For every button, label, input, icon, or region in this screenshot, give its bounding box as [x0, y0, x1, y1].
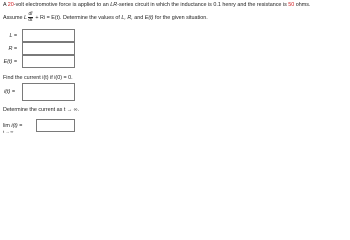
- problem-intro: [3, 2, 310, 9]
- assume-text: for the given situation.: [153, 14, 208, 21]
- Et-input[interactable]: [22, 55, 75, 68]
- intro-text: ohms.: [294, 2, 311, 8]
- circuit-type: LR: [110, 2, 118, 8]
- fraction-numerator: di: [28, 11, 33, 17]
- di-dt-fraction: [28, 12, 33, 23]
- R-input[interactable]: [22, 42, 75, 55]
- L-label: L =: [9, 33, 17, 39]
- it-label: i(t) =: [4, 89, 15, 95]
- assume-text: + Ri = E(t). Determine the values of: [33, 14, 122, 21]
- limit-question: Determine the current as t → ∞.: [3, 107, 80, 113]
- resistance-value: 50: [288, 2, 295, 8]
- assume-equation: [3, 12, 208, 23]
- assume-vars: L, R,: [121, 14, 133, 21]
- find-current-question: Find the current i(t) if i(0) = 0.: [3, 75, 73, 81]
- lim-function: i(t) =: [11, 123, 23, 129]
- lim-subscript: t → ∞: [3, 129, 14, 134]
- emf-value: 20: [7, 2, 14, 8]
- intro-text: A: [3, 2, 8, 8]
- intro-text: -volt electromotive force is applied to an: [13, 2, 111, 8]
- eq-L: L: [23, 14, 27, 21]
- assume-text: and: [132, 14, 145, 21]
- L-input[interactable]: [22, 29, 75, 42]
- R-label: R =: [8, 46, 17, 52]
- assume-text: Assume: [3, 14, 24, 21]
- assume-Et: E(t): [144, 14, 154, 21]
- Et-label: E(t) =: [3, 59, 17, 65]
- fraction-denominator: dt: [28, 17, 33, 23]
- it-input[interactable]: [22, 83, 75, 101]
- intro-text: -series circuit in which the inductance is 0.1 henry and the resistance is: [117, 2, 289, 8]
- lim-input[interactable]: [36, 119, 75, 132]
- lim-word: lim: [3, 123, 10, 129]
